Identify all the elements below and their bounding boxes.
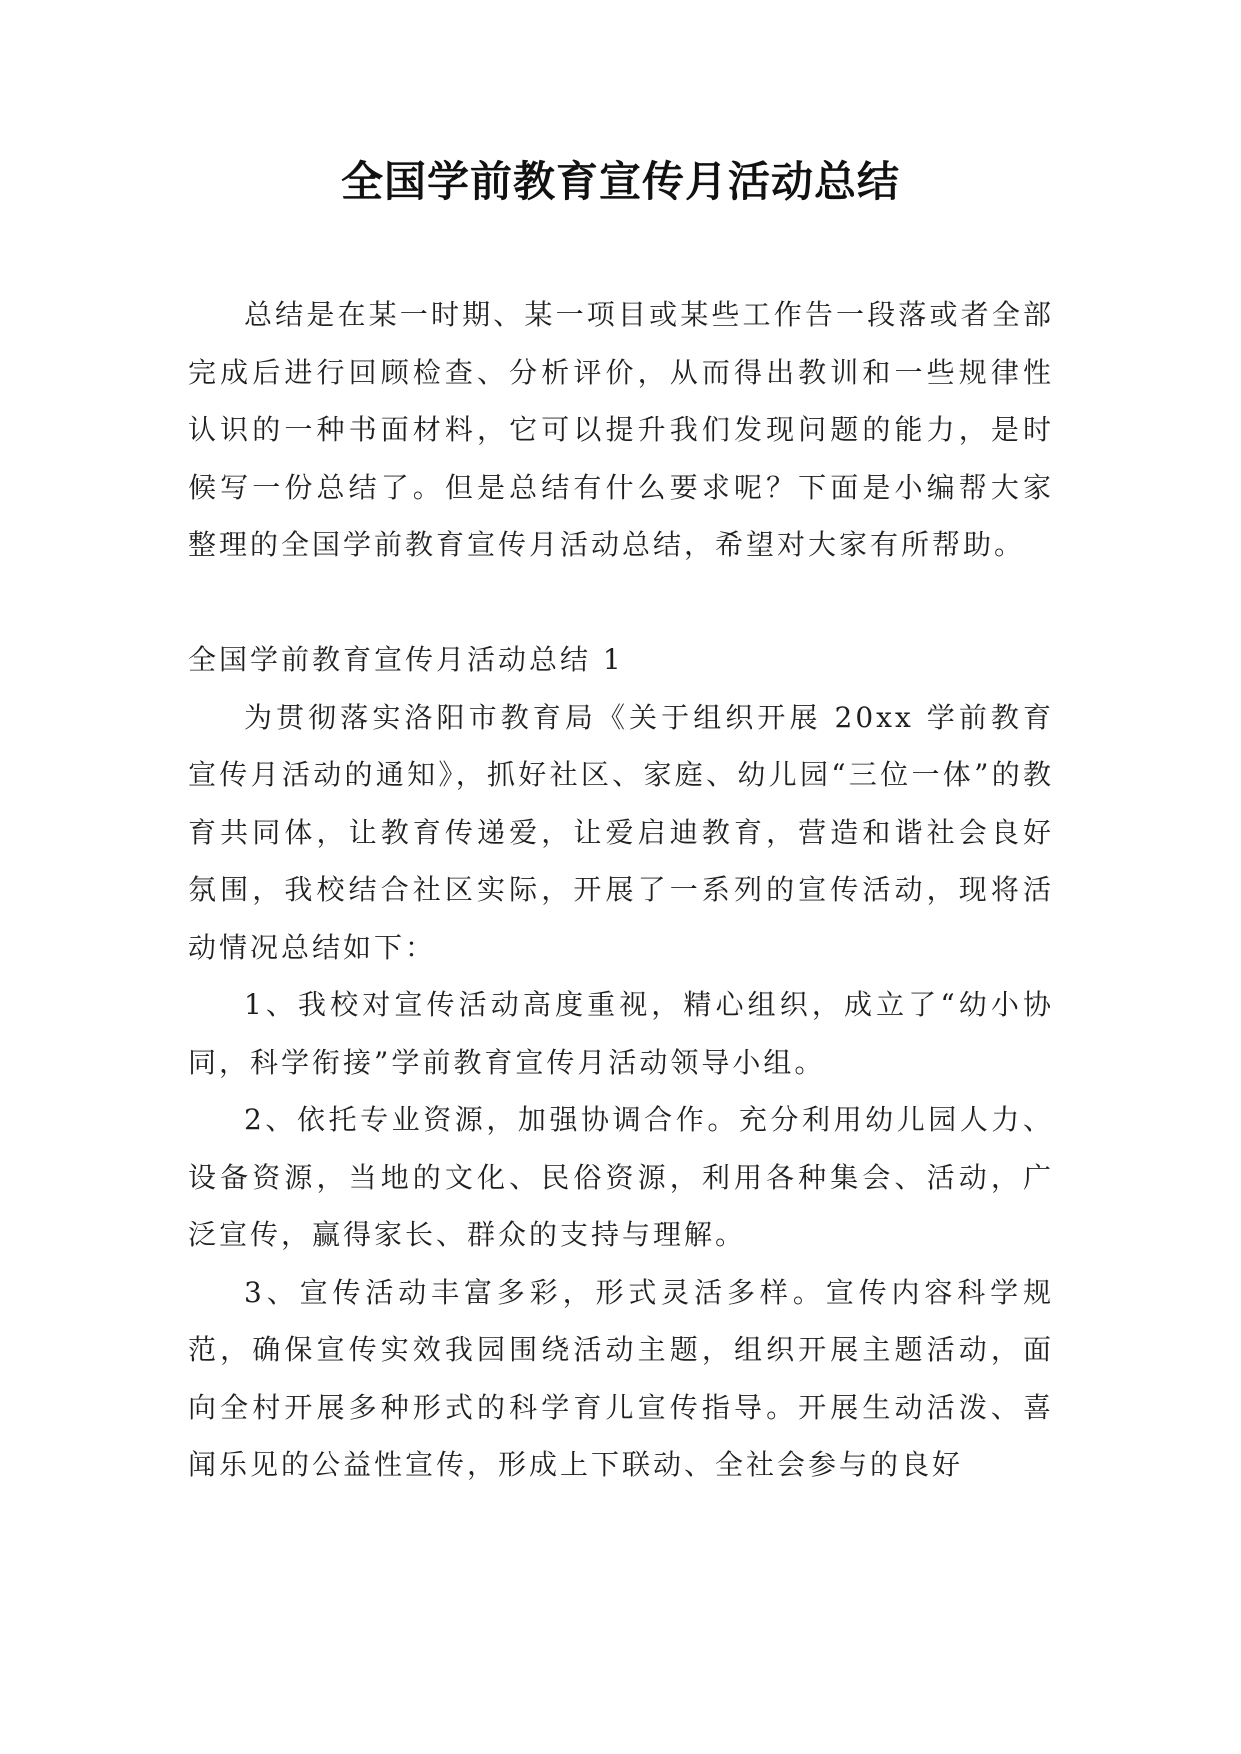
body-paragraph: 2、依托专业资源，加强协调合作。充分利用幼儿园人力、设备资源，当地的文化、民俗资源，利用各种集会、活动，广泛宣传，赢得家长、群众的支持与理解。 bbox=[188, 1103, 1054, 1251]
paragraph-spacer bbox=[188, 574, 1054, 632]
body-paragraph: 1、我校对宣传活动高度重视，精心组织，成立了“幼小协同，科学衔接”学前教育宣传月活动领导小组。 bbox=[188, 988, 1054, 1079]
document-title: 全国学前教育宣传月活动总结 bbox=[340, 157, 900, 206]
body-paragraph: 为贯彻落实洛阳市教育局《关于组织开展 20xx 学前教育宣传月活动的通知》，抓好社区、家庭、幼儿园“三位一体”的教育共同体，让教育传递爱，让爱启迪教育，营造和谐社会良好氛围，我校结合社区实际，开展了一系列的宣传活动，现将活动情况总结如下： bbox=[188, 700, 1054, 964]
document-body bbox=[188, 286, 1054, 1494]
intro-paragraph: 总结是在某一时期、某一项目或某些工作告一段落或者全部完成后进行回顾检查、分析评价，从而得出教训和一些规律性认识的一种书面材料，它可以提升我们发现问题的能力，是时候写一份总结了。但是总结有什么要求呢？下面是小编帮大家整理的全国学前教育宣传月活动总结，希望对大家有所帮助。 bbox=[188, 298, 1054, 561]
section-heading: 全国学前教育宣传月活动总结 1 bbox=[188, 643, 624, 676]
body-paragraph: 3、宣传活动丰富多彩，形式灵活多样。宣传内容科学规范，确保宣传实效我园围绕活动主题，组织开展主题活动，面向全村开展多种形式的科学育儿宣传指导。开展生动活泼、喜闻乐见的公益性宣传，形成上下联动、全社会参与的良好 bbox=[188, 1275, 1054, 1481]
